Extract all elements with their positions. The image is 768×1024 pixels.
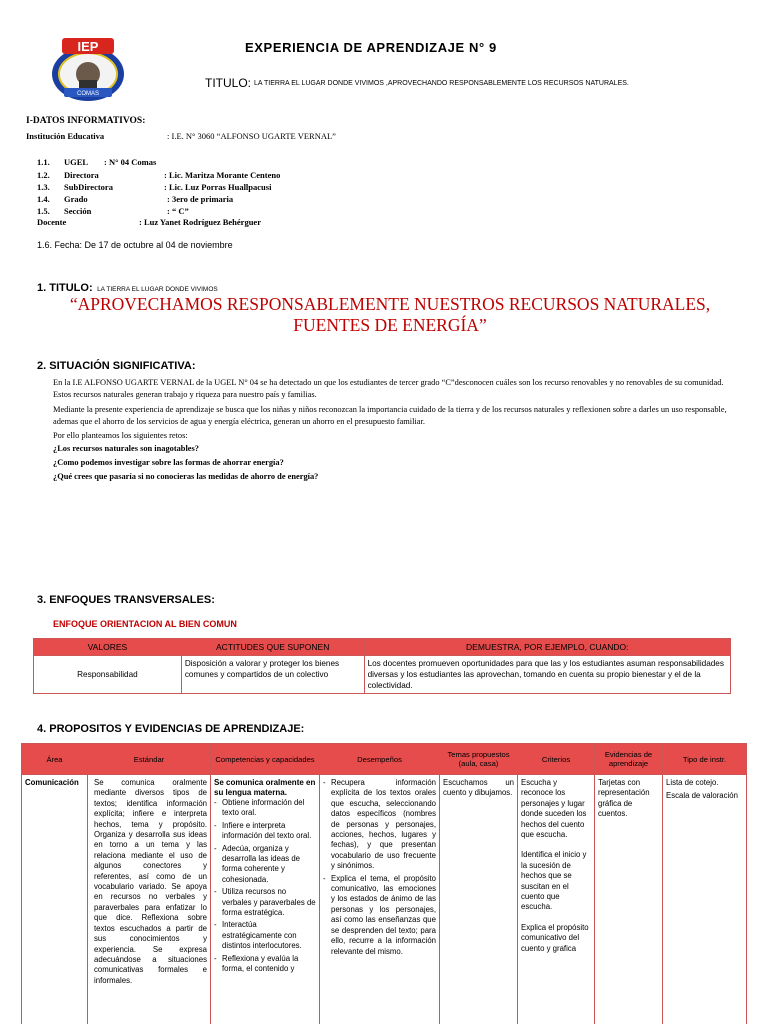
list-item: - Explica el tema, el propósito comunicativo, las emociones y los estados de ánimo de las personas y los personajes, así como las enseñanzas que se desprenden del texto; para ello, recurre a la información relevante del mismo.: [323, 874, 436, 957]
ugel-label: UGEL: [64, 157, 89, 167]
header-competencias: Competencias y capacidades: [211, 744, 320, 775]
ugel-num: 1.1.: [37, 157, 50, 167]
directora-value: : Lic. Maritza Morante Centeno: [164, 170, 281, 180]
table-row: [22, 775, 747, 1024]
docente-value: : Luz Yanet Rodríguez Behérguer: [139, 217, 261, 227]
school-logo: [48, 36, 128, 104]
reto-1: ¿Los recursos naturales son inagotables?: [53, 444, 199, 453]
desempenos-cell: [320, 775, 440, 1024]
enfoque-subheading: ENFOQUE ORIENTACION AL BIEN COMUN: [53, 619, 237, 629]
subdirectora-label: SubDirectora: [64, 182, 113, 192]
situacion-p1: En la I.E ALFONSO UGARTE VERNAL de la UGEL N° 04 se ha detectado un que los estudiantes de tercer grado “C”desconocen cuáles son los recurso renovables y no renovables de su comunidad. Estos recursos naturales generan trabajo y riqueza para nuestro país y familias.: [53, 378, 724, 399]
criterio-2: Identifica el inicio y la sucesión de hechos que se suscitan en el cuento que escucha.: [521, 850, 587, 912]
criterio-1: Escucha y reconoce los personajes y lugar donde suceden los hechos del cuento que escucha.: [521, 778, 587, 840]
header-desempenos: Desempeños: [320, 744, 440, 775]
area-cell: Comunicación: [22, 775, 88, 1024]
subdirectora-value: : Lic. Luz Porras Huallpacusi: [164, 182, 272, 192]
competencias-cell: [211, 775, 320, 1024]
propositos-table: [21, 743, 747, 1024]
grado-label: Grado: [64, 194, 88, 204]
list-item: - Infiere e interpreta información del texto oral.: [214, 821, 316, 842]
evidencias-cell: Tarjetas con representación gráfica de cuentos.: [595, 775, 663, 1024]
list-item: - Interactúa estratégicamente con distintos interlocutores.: [214, 920, 316, 951]
titulo-text: LA TIERRA EL LUGAR DONDE VIVIMOS ,APROVECHANDO RESPONSABLEMENTE LOS RECURSOS NATURALES.: [254, 80, 629, 87]
header-criterios: Criterios: [518, 744, 595, 775]
competencia-title: Se comunica oralmente en su lengua materna.: [214, 778, 316, 797]
logo-text: IEP: [77, 39, 99, 54]
logo-ribbon-text: COMAS: [76, 91, 100, 97]
enfoques-table: [33, 638, 731, 694]
header-evidencias: Evidencias de aprendizaje: [595, 744, 663, 775]
demuestra-cell: Los docentes promueven oportunidades para que las y los estudiantes asuman responsabilidades diversas y los estudiantes las aprovechan, tomando en cuenta su propio bienestar y el de la colectividad.: [364, 656, 730, 694]
list-item: - Recupera información explícita de los textos orales que escucha, seleccionando datos específicos (nombres de personas y personajes, acciones, hechos, lugares y fechas), y que presentan vocabulario de uso frecuente y sinónimos.: [323, 778, 436, 872]
reto-2: ¿Como podemos investigar sobre las formas de ahorrar energía?: [53, 458, 284, 467]
titulo-label: TITULO:: [205, 76, 252, 90]
fecha-line: 1.6. Fecha: De 17 de octubre al 04 de noviembre: [37, 240, 233, 250]
main-title-line1: “APROVECHAMOS RESPONSABLEMENTE NUESTROS RECURSOS NATURALES,: [69, 294, 711, 314]
enfoques-heading: 3. ENFOQUES TRANSVERSALES:: [37, 594, 215, 606]
header-estandar: Estándar: [88, 744, 211, 775]
situacion-p2: Mediante la presente experiencia de aprendizaje se busca que los niñas y niños reconozcan la importancia cuidado de la tierra y de los recursos naturales y reflexionen sobre a darles un uso responsable, ademas que el ahorro de los servicios de agua y energía eléctrica, generan un ahorro en el presupuesto familiar.: [53, 405, 727, 426]
propositos-header-row: [22, 744, 747, 775]
grado-value: : 3ero de primaria: [167, 194, 234, 204]
instrumento-1: Lista de cotejo.: [666, 778, 719, 787]
subdirectora-num: 1.3.: [37, 182, 50, 192]
enfoques-header-row: [34, 639, 731, 656]
criterios-cell: [518, 775, 595, 1024]
ugel-value: : N° 04 Comas: [104, 157, 157, 167]
capacidades-list: [214, 798, 316, 975]
seccion-num: 1.5.: [37, 206, 50, 216]
list-item: - Obtiene información del texto oral.: [214, 798, 316, 819]
header-valores: VALORES: [34, 639, 182, 656]
estandar-cell: Se comunica oralmente mediante diversos tipos de textos; identifica información explícita; infiere e interpreta hechos, tema y propósito. Organiza y desarrolla sus ideas en torno a un tema y las relaciona mediante el uso de algunos conectores y referentes, así como de un vocabulario variado. Se apoya en recursos no verbales y paraverbales para enfatizar lo que dice. Reflexiona sobre textos escuchados a partir de sus conocimientos y experiencia. Se expresa adecuándose a situaciones comunicativas formales e informales.: [88, 775, 211, 1024]
header-actitudes: ACTITUDES QUE SUPONEN: [181, 639, 364, 656]
header-temas: Temas propuestos (aula, casa): [440, 744, 518, 775]
docente-label: Docente: [37, 217, 67, 227]
reto-3: ¿Qué crees que pasaría si no conocieras las medidas de ahorro de energía?: [53, 472, 319, 481]
main-title-line2: FUENTES DE ENERGÍA”: [293, 315, 487, 335]
table-row: [34, 656, 731, 694]
situacion-heading: 2. SITUACIÓN SIGNIFICATIVA:: [37, 360, 196, 372]
desempenos-list: [323, 778, 436, 957]
document-title: EXPERIENCIA DE APRENDIZAJE N° 9: [245, 40, 497, 55]
institucion-value: : I.E. N° 3060 “ALFONSO UGARTE VERNAL”: [167, 131, 336, 141]
instrumento-2: Escala de valoración: [666, 791, 738, 801]
institucion-label: Institución Educativa: [26, 131, 105, 141]
datos-heading: I-DATOS INFORMATIVOS:: [26, 116, 146, 126]
titulo-section-small: LA TIERRA EL LUGAR DONDE VIVIMOS: [97, 286, 218, 293]
header-demuestra: DEMUESTRA, POR EJEMPLO, CUANDO:: [364, 639, 730, 656]
header-instrumentos: Tipo de instr.: [663, 744, 747, 775]
seccion-label: Sección: [64, 206, 92, 216]
temas-cell: Escuchamos un cuento y dibujamos.: [440, 775, 518, 1024]
criterio-3: Explica el propósito comunicativo del cuento y grafica: [521, 922, 589, 953]
grado-num: 1.4.: [37, 194, 50, 204]
actitud-cell: Disposición a valorar y proteger los bienes comunes y compartidos de un colectivo: [181, 656, 364, 694]
titulo-section-heading: 1. TITULO:: [37, 282, 93, 294]
situacion-p3: Por ello planteamos los siguientes retos:: [53, 431, 188, 440]
main-title: [30, 294, 750, 336]
propositos-heading: 4. PROPOSITOS Y EVIDENCIAS DE APRENDIZAJE:: [37, 723, 305, 735]
instrumentos-cell: [663, 775, 747, 1024]
directora-label: Directora: [64, 170, 99, 180]
list-item: - Utiliza recursos no verbales y paraverbales de forma estratégica.: [214, 887, 316, 918]
valor-cell: Responsabilidad: [34, 656, 182, 694]
header-area: Área: [22, 744, 88, 775]
seccion-value: : “ C”: [167, 206, 189, 216]
directora-num: 1.2.: [37, 170, 50, 180]
list-item: - Reflexiona y evalúa la forma, el contenido y: [214, 954, 316, 975]
list-item: - Adecúa, organiza y desarrolla las ideas de forma coherente y cohesionada.: [214, 844, 316, 886]
